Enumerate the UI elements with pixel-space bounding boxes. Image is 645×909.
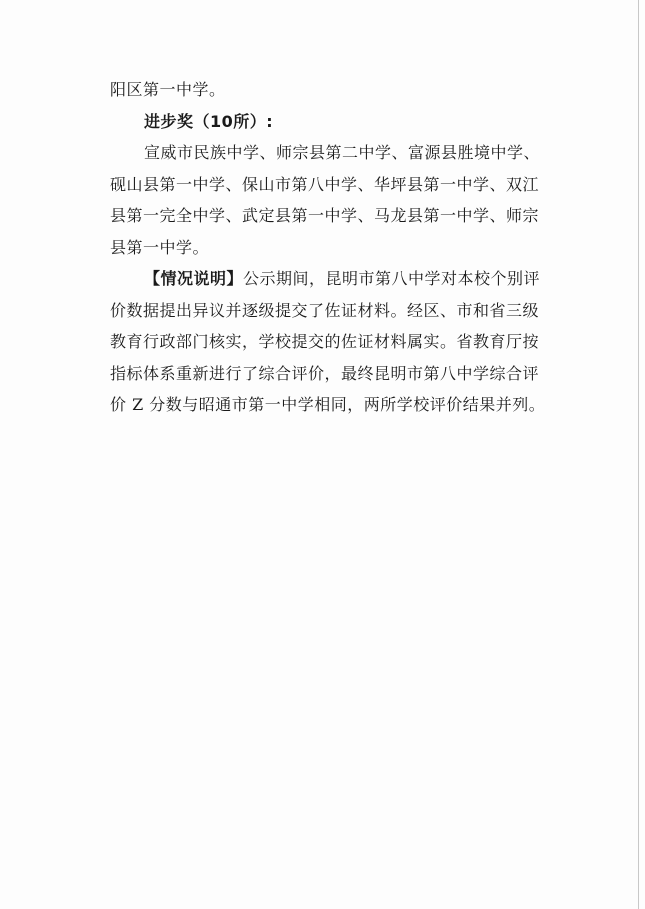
explanation-line: 价 Z 分数与昭通市第一中学相同，两所学校评价结果并列。 xyxy=(110,395,546,414)
explanation-paragraph xyxy=(110,263,555,421)
progress-award-line: 县第一完全中学、武定县第一中学、马龙县第一中学、师宗 xyxy=(110,206,540,225)
progress-award-line: 砚山县第一中学、保山市第八中学、华坪县第一中学、双江 xyxy=(110,174,540,194)
document-body xyxy=(110,74,555,421)
explanation-first-line xyxy=(110,263,555,295)
progress-award-heading: 进步奖（10所）: xyxy=(144,111,274,131)
explanation-line: 价数据提出异议并逐级提交了佐证材料。经区、市和省三级 xyxy=(110,300,540,320)
progress-award-list xyxy=(110,137,555,263)
progress-award-line: 宣威市民族中学、师宗县第二中学、富源县胜境中学、 xyxy=(144,143,541,162)
explanation-first-text: 公示期间，昆明市第八中学对本校个别评 xyxy=(243,269,541,288)
explanation-line: 教育行政部门核实，学校提交的佐证材料属实。省教育厅按 xyxy=(110,332,540,351)
explanation-label: 【情况说明】 xyxy=(144,269,244,288)
explanation-line: 指标体系重新进行了综合评价，最终昆明市第八中学综合评 xyxy=(110,363,540,383)
previous-paragraph-tail: 阳区第一中学。 xyxy=(110,80,226,99)
progress-award-line: 县第一中学。 xyxy=(110,237,210,257)
scan-edge-line xyxy=(638,0,639,909)
